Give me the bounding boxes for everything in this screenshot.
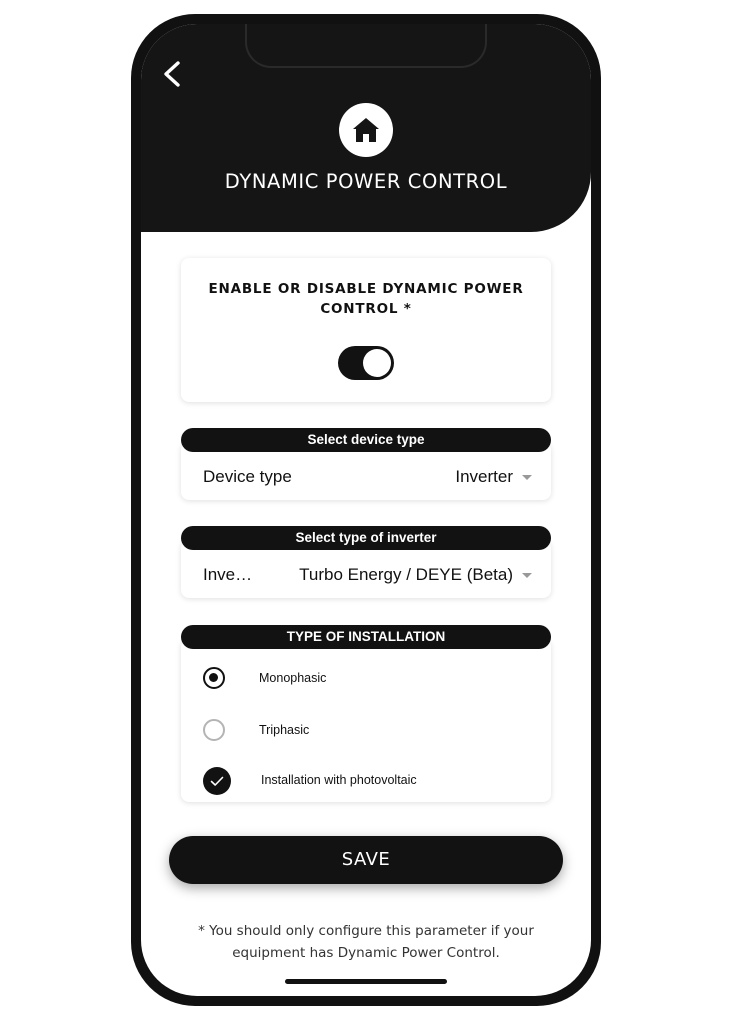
enable-card (181, 258, 551, 402)
checkmark-icon (203, 767, 231, 795)
home-indicator (285, 979, 447, 984)
device-type-section-header: Select device type (181, 428, 551, 452)
device-type-value: Inverter (455, 467, 513, 486)
radio-selected-icon (203, 667, 225, 689)
inverter-type-value: Turbo Energy / DEYE (Beta) (299, 565, 513, 584)
device-type-label: Device type (203, 467, 292, 486)
header (141, 24, 591, 232)
triphasic-radio-option[interactable] (181, 713, 551, 747)
toggle-knob (363, 349, 391, 377)
triphasic-label: Triphasic (259, 723, 310, 737)
photovoltaic-checkbox[interactable] (181, 763, 551, 797)
home-icon (352, 117, 380, 143)
dynamic-power-toggle[interactable] (338, 346, 394, 380)
footnote: * You should only configure this parameter if your equipment has Dynamic Power Control. (198, 923, 534, 961)
photovoltaic-label: Installation with photovoltaic (261, 773, 417, 787)
monophasic-radio-option[interactable] (181, 661, 551, 695)
home-icon-badge (339, 103, 393, 157)
installation-type-card (181, 639, 551, 802)
app-screen (141, 24, 591, 996)
installation-type-section-header: TYPE OF INSTALLATION (181, 625, 551, 649)
chevron-left-icon[interactable] (159, 60, 185, 88)
radio-unselected-icon (203, 719, 225, 741)
enable-label: ENABLE OR DISABLE DYNAMIC POWER CONTROL * (208, 281, 524, 317)
phone-notch (245, 24, 487, 68)
inverter-type-label: Inve… (203, 565, 253, 584)
inverter-type-section-header: Select type of inverter (181, 526, 551, 550)
caret-down-icon (522, 475, 532, 480)
caret-down-icon (522, 573, 532, 578)
monophasic-label: Monophasic (259, 671, 327, 685)
phone-frame (131, 14, 601, 1006)
page-title: DYNAMIC POWER CONTROL (224, 170, 508, 193)
save-button[interactable]: SAVE (169, 836, 563, 884)
